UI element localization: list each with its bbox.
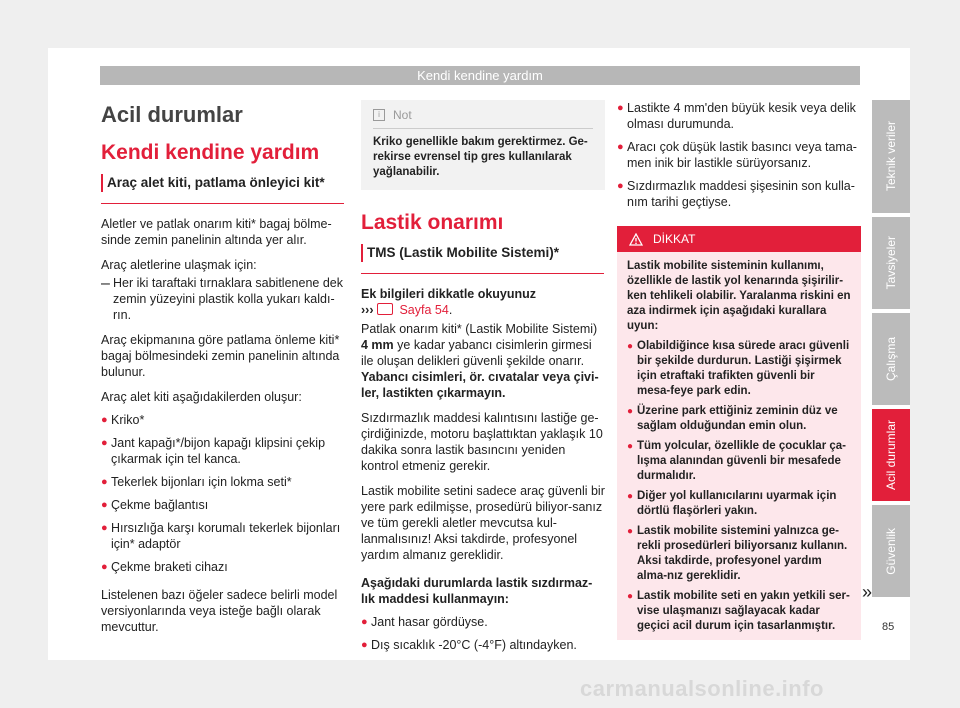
warning-item-text: Lastik mobilite seti en yakın yetkili ser-vise ulaşmanızı sağlayacak kadar geçici acil durum için tasarlanmıştır.: [637, 590, 850, 632]
list-item-text: Lastikte 4 mm'den büyük kesik veya delik olması durumunda.: [627, 101, 856, 131]
book-icon: [377, 303, 393, 315]
warning-item: [627, 589, 851, 634]
warning-header: [617, 226, 861, 252]
list-item-text: Kriko*: [111, 413, 145, 427]
list-item: [101, 520, 344, 552]
warning-item-text: Olabildiğince kısa sürede aracı güvenli bir şekilde durdurun. Lastiği şişirmek için etraftaki trafikten güvenli bir mesa-feye park edin.: [637, 340, 850, 397]
bullet-icon: ●: [627, 526, 634, 537]
warning-item: [627, 339, 851, 399]
paragraph: Araç aletlerine ulaşmak için:: [101, 258, 257, 272]
paragraph: Araç ekipmanına göre patlama önleme kiti* bagaj bölmesindeki zemin panelinin altında bulunur.: [101, 333, 340, 379]
dash-marker: –: [101, 275, 110, 292]
subsection-title: TMS (Lastik Mobilite Sistemi)*: [367, 245, 560, 260]
side-tabs: [872, 100, 910, 601]
tab-label: Çalışma: [884, 336, 898, 381]
bullet-icon: ●: [361, 616, 368, 628]
list-item-text: Çekme braketi cihazı: [111, 560, 228, 574]
cross-reference[interactable]: ››› Sayfa 54.: [361, 303, 453, 317]
paragraph-text: Patlak onarım kiti* (Lastik Mobilite Sistemi): [361, 322, 598, 336]
step-text: Her iki taraftaki tırnaklara sabitlenene dek zemin yüzeyini plastik kolla yukarı kaldı-rın.: [113, 276, 343, 322]
column-3: [617, 100, 861, 640]
warning-intro: Lastik mobilite sisteminin kullanımı, özellikle de lastik yol kenarında şişirilir-ken tehlikeli olabilir. Yaralanma riskini en aza indirmek için aşağıdaki kurallara uyun:: [627, 260, 851, 332]
warning-item: [627, 404, 851, 434]
list-item-text: Çekme bağlantısı: [111, 498, 209, 512]
section-title: Kendi kendine yardım: [101, 141, 320, 164]
list-item-text: Aracı çok düşük lastik basıncı veya tama-men inik bir lastikle sürüyorsanız.: [627, 140, 857, 170]
tab-tavsiyeler[interactable]: [872, 217, 910, 309]
list-item: [101, 474, 344, 490]
list-item-text: Jant kapağı*/bijon kapağı klipsini çekip çıkarmak için tel kanca.: [111, 436, 326, 466]
warning-body: [617, 252, 861, 640]
paragraph-bold: 4 mm: [361, 338, 394, 352]
list-item-text: Tekerlek bijonları için lokma seti*: [111, 475, 292, 489]
tab-teknik-veriler[interactable]: [872, 100, 910, 213]
heading-underline: [101, 192, 344, 204]
continue-arrow-icon: »: [862, 582, 873, 602]
warning-item: [627, 489, 851, 519]
info-heading: Ek bilgileri dikkatle okuyunuz: [361, 287, 537, 301]
chapter-title: Acil durumlar: [101, 102, 243, 127]
paragraph: Araç alet kiti aşağıdakilerden oluşur:: [101, 390, 302, 404]
tab-guvenlik[interactable]: [872, 505, 910, 597]
info-icon: i: [373, 109, 385, 121]
step-item: [101, 275, 344, 323]
list-item: [101, 559, 344, 575]
warning-label: DİKKAT: [653, 232, 696, 246]
paragraph: Sızdırmazlık maddesi kalıntısını lastiğe ge-çirdiğinizde, motoru başlattıktan yaklaşık 10 dakika sonra lastik basıncını yeniden kontrol etmeniz gerekir.: [361, 411, 603, 473]
tab-label: Tavsiyeler: [884, 236, 898, 290]
bullet-icon: ●: [617, 102, 624, 114]
heading-underline: [361, 262, 604, 274]
tab-label: Güvenlik: [884, 527, 898, 575]
list-item: [101, 412, 344, 428]
ref-arrows: ›››: [361, 303, 374, 317]
watermark: carmanualsonline.info: [580, 676, 824, 701]
warning-item-text: Üzerine park ettiğiniz zeminin düz ve sağlam olduğundan emin olun.: [637, 405, 838, 432]
paragraph: Lastik mobilite setini sadece araç güvenli bir yere park edilmişse, prosedürü biliyor-sanız ve tüm gerekli aletler mevcutsa kul-lanmalısınız! Aksi takdirde, profesyonel yardım almanız gereklidir.: [361, 484, 605, 562]
ref-link[interactable]: Sayfa 54: [399, 303, 449, 317]
list-item-text: Dış sıcaklık -20°C (-4°F) altındayken.: [371, 638, 577, 652]
tab-label: Acil durumlar: [884, 419, 898, 491]
note-text: Kriko genellikle bakım gerektirmez. Ge-rekirse evrensel tip gres kullanılarak yağlanabilir.: [373, 136, 588, 178]
bullet-icon: ●: [101, 437, 108, 449]
list-item-text: Sızdırmazlık maddesi şişesinin son kulla-nım tarihi geçtiyse.: [627, 179, 855, 209]
paragraph-text: ye kadar yabancı cisimlerin girmesi ile oluşan delikleri güvenli şekilde onarır.: [361, 338, 592, 368]
list-item: [101, 435, 344, 467]
note-header: [373, 108, 593, 129]
list-item-text: Hırsızlığa karşı korumalı tekerlek bijonları için* adaptör: [111, 521, 341, 551]
bullet-icon: ●: [101, 522, 108, 534]
tab-acil-durumlar[interactable]: [872, 409, 910, 501]
note-label: Not: [393, 108, 412, 122]
paragraph-bold: Yabancı cisimleri, ör. cıvatalar veya çivi-ler, lastikten çıkarmayın.: [361, 370, 599, 400]
column-1: [101, 100, 344, 635]
paragraph: Listelenen bazı öğeler sadece belirli model versiyonlarında veya isteğe bağlı olarak mevcuttur.: [101, 588, 338, 634]
warning-item-text: Diğer yol kullanıcılarını uyarmak için dörtlü flaşörleri yakın.: [637, 490, 837, 517]
warning-item-text: Tüm yolcular, özellikle de çocuklar ça-lışma alanından güvenli bir mesafede durmalıdır.: [637, 440, 846, 482]
bullet-icon: ●: [101, 476, 108, 488]
bullet-icon: ●: [627, 406, 634, 417]
note-box: [361, 100, 605, 190]
list-item: [617, 139, 861, 171]
bullet-icon: ●: [627, 441, 634, 452]
bullet-icon: ●: [627, 591, 634, 602]
tab-label: Teknik veriler: [884, 121, 898, 192]
list-item: [617, 100, 861, 132]
warning-item-text: Lastik mobilite sistemini yalnızca ge-rekli prosedürleri biliyorsanız kullanın. Aksi takdirde, profesyonel yardım alma-nız gereklidir.: [637, 525, 848, 582]
column-2: [361, 100, 605, 653]
bullet-icon: ●: [361, 639, 368, 651]
warning-box: [617, 226, 861, 640]
warning-triangle-icon: [629, 233, 643, 246]
list-item: [361, 614, 605, 630]
list-item-text: Jant hasar gördüyse.: [371, 615, 488, 629]
bullet-icon: ●: [101, 414, 108, 426]
warning-item: [627, 524, 851, 584]
section-title: Lastik onarımı: [361, 211, 504, 234]
list-item: [617, 178, 861, 210]
list-item: [361, 637, 605, 653]
subsection-title: Araç alet kiti, patlama önleyici kit*: [107, 175, 325, 190]
subsection-heading: [361, 244, 605, 262]
page-number: 85: [882, 621, 895, 633]
subsection-heading: [101, 174, 344, 192]
bullet-icon: ●: [101, 499, 108, 511]
warning-item: [627, 439, 851, 484]
running-header: Kendi kendine yardım: [100, 66, 860, 85]
bold-heading: Aşağıdaki durumlarda lastik sızdırmaz-lık maddesi kullanmayın:: [361, 576, 593, 606]
paragraph: Aletler ve patlak onarım kiti* bagaj bölme-sinde zemin panelinin altında yer alır.: [101, 217, 332, 247]
bullet-icon: ●: [617, 141, 624, 153]
list-item: [101, 497, 344, 513]
bullet-icon: ●: [617, 180, 624, 192]
bullet-icon: ●: [101, 561, 108, 573]
bullet-icon: ●: [627, 341, 634, 352]
tab-calisma[interactable]: [872, 313, 910, 405]
paragraph: [361, 321, 605, 401]
bullet-icon: ●: [627, 491, 634, 502]
